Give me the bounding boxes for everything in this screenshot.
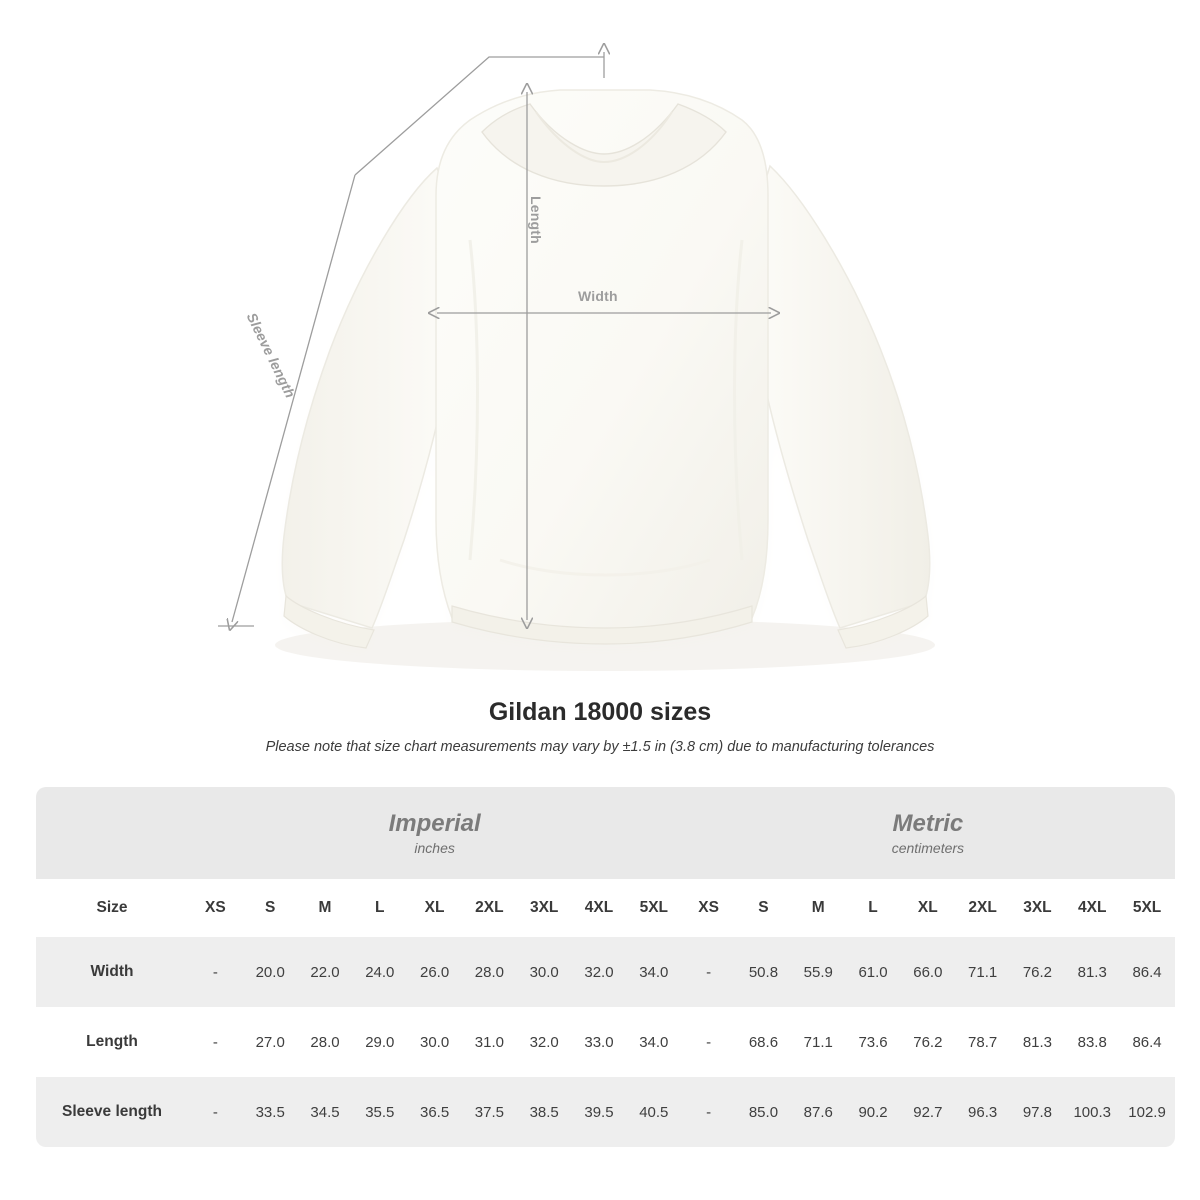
size-header-metric-s: S — [736, 879, 791, 937]
cell-sleeve-metric-3xl: 97.8 — [1010, 1077, 1065, 1147]
cell-sleeve-metric-5xl: 102.9 — [1120, 1077, 1175, 1147]
unit-header-imperial — [188, 787, 681, 879]
size-table — [36, 787, 1175, 1147]
cell-length-imperial-3xl: 32.0 — [529, 1033, 559, 1051]
unit-sub-imperial: inches — [414, 840, 455, 857]
size-header-metric-l: L — [846, 879, 901, 937]
cell-length-metric-xs: - — [706, 1033, 712, 1051]
size-header-metric-xs: XS — [681, 879, 736, 937]
cell-width-imperial-l: 24.0 — [352, 937, 407, 1007]
row-label-sleeve-length: Sleeve length — [36, 1077, 188, 1147]
row-label-width: Width — [36, 937, 188, 1007]
cell-sleeve-imperial-m: 34.5 — [298, 1077, 353, 1147]
cell-sleeve-imperial-l: 35.5 — [352, 1077, 407, 1147]
unit-header-metric — [681, 787, 1174, 879]
cell-width-metric-xs: - — [681, 937, 736, 1007]
cell-width-metric-l: 61.0 — [846, 937, 901, 1007]
unit-name-metric: Metric — [892, 809, 964, 837]
size-header-metric-4xl: 4XL — [1065, 879, 1120, 937]
cell-length-metric-2xl: 78.7 — [968, 1033, 998, 1051]
cell-sleeve-imperial-xl: 36.5 — [407, 1077, 462, 1147]
cell-width-imperial-xl: 26.0 — [407, 937, 462, 1007]
length-measure-label: Length — [528, 196, 544, 244]
size-header-imperial-5xl: 5XL — [626, 879, 681, 937]
cell-sleeve-metric-4xl: 100.3 — [1065, 1077, 1120, 1147]
cell-width-imperial-s: 20.0 — [243, 937, 298, 1007]
size-header-imperial-4xl: 4XL — [572, 879, 627, 937]
cell-width-metric-xl: 66.0 — [900, 937, 955, 1007]
cell-length-imperial-4xl: 33.0 — [584, 1033, 614, 1051]
cell-length-imperial-2xl: 31.0 — [474, 1033, 504, 1051]
size-header-row — [36, 879, 1175, 937]
unit-header-row — [36, 787, 1175, 879]
row-label-length: Length — [86, 1033, 138, 1050]
tolerance-note: Please note that size chart measurements may vary by ±1.5 in (3.8 cm) due to manufacturing tolerances — [265, 739, 935, 755]
size-header-metric-m: M — [791, 879, 846, 937]
cell-width-imperial-xs: - — [188, 937, 243, 1007]
sleeve-length-measure-label: Sleeve length — [243, 310, 299, 401]
cell-sleeve-metric-l: 90.2 — [846, 1077, 901, 1147]
title-block — [0, 698, 1200, 755]
table-row-length — [36, 1007, 1175, 1077]
cell-length-metric-l: 73.6 — [858, 1033, 888, 1051]
cell-width-imperial-m: 22.0 — [298, 937, 353, 1007]
size-header-imperial-xs: XS — [188, 879, 243, 937]
cell-length-imperial-xl: 30.0 — [419, 1033, 450, 1051]
cell-length-imperial-xs: - — [212, 1033, 218, 1051]
cell-width-metric-s: 50.8 — [736, 937, 791, 1007]
cell-sleeve-metric-s: 85.0 — [736, 1077, 791, 1147]
size-header-metric-xl: XL — [900, 879, 955, 937]
width-measure-label: Width — [578, 288, 618, 304]
cell-sleeve-metric-2xl: 96.3 — [955, 1077, 1010, 1147]
cell-width-imperial-3xl: 30.0 — [517, 937, 572, 1007]
cell-width-imperial-5xl: 34.0 — [626, 937, 681, 1007]
cell-width-metric-4xl: 81.3 — [1065, 937, 1120, 1007]
cell-sleeve-imperial-2xl: 37.5 — [462, 1077, 517, 1147]
size-header-metric-2xl: 2XL — [955, 879, 1010, 937]
cell-length-imperial-s: 27.0 — [255, 1033, 285, 1051]
unit-sub-metric: centimeters — [891, 840, 965, 857]
cell-width-metric-2xl: 71.1 — [955, 937, 1010, 1007]
cell-sleeve-metric-xl: 92.7 — [900, 1077, 955, 1147]
cell-length-metric-3xl: 81.3 — [1022, 1033, 1053, 1051]
cell-sleeve-metric-m: 87.6 — [791, 1077, 846, 1147]
size-header-imperial-3xl: 3XL — [517, 879, 572, 937]
size-header-metric-3xl: 3XL — [1010, 879, 1065, 937]
cell-length-imperial-5xl: 34.0 — [639, 1033, 669, 1051]
size-header-imperial-xl: XL — [407, 879, 462, 937]
size-header-imperial-m: M — [298, 879, 353, 937]
cell-length-imperial-l: 29.0 — [365, 1033, 395, 1051]
size-header-imperial-l: L — [352, 879, 407, 937]
cell-length-metric-xl: 76.2 — [913, 1033, 943, 1051]
cell-sleeve-imperial-s: 33.5 — [243, 1077, 298, 1147]
cell-length-metric-s: 68.6 — [748, 1033, 779, 1051]
cell-width-imperial-2xl: 28.0 — [462, 937, 517, 1007]
cell-width-metric-m: 55.9 — [791, 937, 846, 1007]
unit-header-spacer — [36, 787, 188, 879]
cell-width-metric-3xl: 76.2 — [1010, 937, 1065, 1007]
size-header-imperial-2xl: 2XL — [462, 879, 517, 937]
table-row-sleeve-length — [36, 1077, 1175, 1147]
size-column-header: Size — [36, 879, 188, 937]
unit-name-imperial: Imperial — [388, 809, 481, 837]
cell-sleeve-imperial-3xl: 38.5 — [517, 1077, 572, 1147]
cell-sleeve-metric-xs: - — [681, 1077, 736, 1147]
cell-width-imperial-4xl: 32.0 — [572, 937, 627, 1007]
size-header-metric-5xl: 5XL — [1120, 879, 1175, 937]
size-table-wrapper — [36, 787, 1165, 1147]
cell-sleeve-imperial-xs: - — [188, 1077, 243, 1147]
cell-length-metric-5xl: 86.4 — [1132, 1033, 1162, 1051]
cell-length-imperial-m: 28.0 — [310, 1033, 340, 1051]
page-title: Gildan 18000 sizes — [488, 698, 712, 726]
table-row-width — [36, 937, 1175, 1007]
cell-sleeve-imperial-5xl: 40.5 — [626, 1077, 681, 1147]
cell-sleeve-imperial-4xl: 39.5 — [572, 1077, 627, 1147]
size-header-imperial-s: S — [243, 879, 298, 937]
cell-width-metric-5xl: 86.4 — [1120, 937, 1175, 1007]
cell-length-metric-4xl: 83.8 — [1077, 1033, 1107, 1051]
cell-length-metric-m: 71.1 — [803, 1033, 833, 1051]
